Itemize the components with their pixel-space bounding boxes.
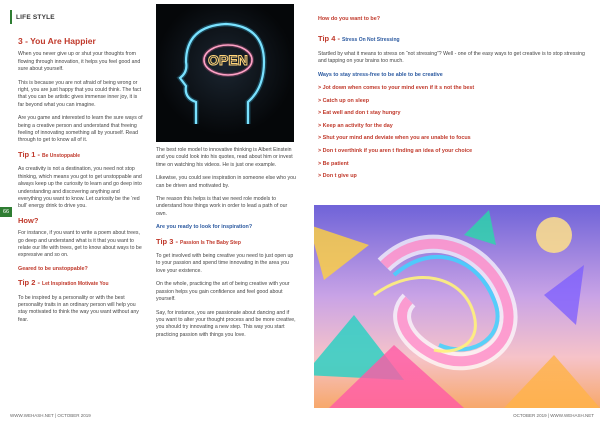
- tip-bullet: > Jot down when comes to your mind even if it s not the best: [318, 85, 475, 92]
- tip-bullet: > Don t overthink if you aren t finding an idea of your choice: [318, 148, 473, 154]
- geared-label: Geared to be unstoppable?: [18, 265, 88, 272]
- heading-tip-1: Tip 1 - Be Unstoppable: [18, 149, 81, 159]
- tip-bullet: > Shut your mind and deviate when you are unable to focus: [318, 135, 471, 142]
- paragraph: The best role model to innovative thinking is Albert Einstein and you could look into his quotes, read about him or invest time on watching his videos. He is just one example.: [156, 147, 293, 168]
- heading-tip-2: Tip 2 - Let Inspiration Motivate You: [18, 278, 109, 288]
- ways-label: Ways to stay stress-free to be able to be creative: [318, 71, 443, 78]
- question-label: How do you want to be?: [318, 16, 380, 22]
- left-column: [18, 38, 144, 330]
- neon-head-photo: [156, 4, 294, 142]
- paragraph: Startled by what it means to stress on “not stressing”? Well - one of the easy ways to get creative is to stop stressing and tapping on your brains too much.: [318, 50, 585, 65]
- open-sign-text: OPEN: [208, 52, 248, 68]
- tip-bullet: > Keep an activity for the day: [318, 122, 393, 129]
- paragraph: Likewise, you could see inspiration in someone else who you can be driven and motivated by.: [156, 175, 296, 189]
- tip-bullet: > Don t give up: [318, 173, 357, 180]
- section-marker: [10, 10, 12, 24]
- paragraph: The reason this helps is that we need role models to understand how things work in order to lead a path of our own.: [156, 196, 288, 217]
- heading-tip-4: Tip 4 - Stress On Not Stressing: [318, 34, 400, 44]
- tip-bullet: > Catch up on sleep: [318, 97, 370, 104]
- abstract-illustration: [314, 205, 600, 408]
- paragraph: To be inspired by a personality or with the best personality traits in an ordinary person will help you stay motivated to think the way you want without any fear.: [18, 294, 139, 323]
- footer-left: WWW.WEHASH.NET | OCTOBER 2019: [10, 413, 91, 418]
- tip-bullet: > Be patient: [318, 160, 349, 167]
- tip-bullet: > Eat well and don t stay hungry: [318, 110, 401, 117]
- paragraph: Say, for instance, you are passionate about dancing and if you want to alter your thought process and be more creative, you should try innovating a new step. This way you start practicing passion with things you love.: [156, 309, 296, 338]
- right-column: [318, 16, 588, 186]
- page-number: 66: [0, 207, 12, 217]
- paragraph: Are you game and interested to learn the sure ways of being a creative person and understand that freeing feeling of innovating something all by yourself. Read through to get to know all of it.: [18, 115, 143, 144]
- paragraph: For instance, if you want to write a poem about trees, go deep and understand what is it that you want to relate our life with trees, get to know about ways to be expressive and so on.: [18, 230, 142, 259]
- tips-list: [318, 85, 588, 181]
- section-title: LIFE STYLE: [16, 14, 55, 21]
- paragraph: On the whole, practicing the art of being creative with your passion helps you gain confidence and feel good about yourself.: [156, 281, 290, 303]
- paragraph: When you never give up or shut your thoughts from flowing through innovation, it helps you feel good and sure about yourself.: [18, 51, 141, 73]
- paragraph: As creativity is not a destination, you need not stop thinking, which means you got to get unstoppable and always keep up the curiosity to learn and go deep into understanding and discovering anything and everything you want to know. Let curiosity be the ‘red bull’ energy drink to drive you.: [18, 166, 142, 210]
- heading-you-are-happier: 3 - You Are Happier: [18, 36, 96, 46]
- footer-right: OCTOBER 2019 | WWW.WEHASH.NET: [513, 413, 594, 418]
- middle-column: [156, 147, 296, 345]
- heading-how: How?: [18, 215, 39, 225]
- paragraph: This is because you are not afraid of being wrong or right, you are just happy that you could think. The fact that you can be artistic gives immense inner joy, it is far beyond what you can imagine.: [18, 79, 142, 108]
- ready-label: Are you ready to look for inspiration?: [156, 224, 253, 231]
- paragraph: To get involved with being creative you need to just open up to your passion and spend time innovating in the area you love your existence.: [156, 253, 294, 274]
- heading-tip-3: Tip 3 - Passion Is The Baby Step: [156, 236, 241, 246]
